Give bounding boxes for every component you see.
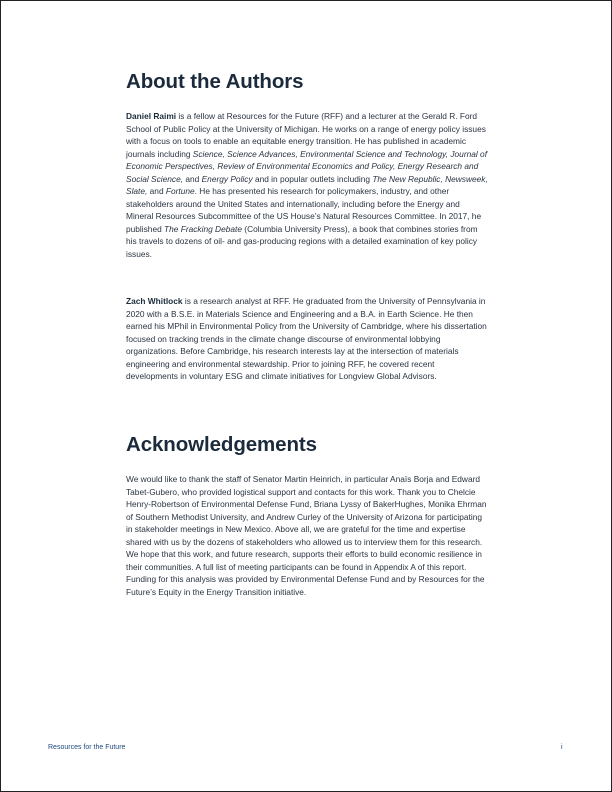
raimi-energy-policy: Energy Policy <box>201 173 253 184</box>
raimi-outlets: The New Republic, Newsweek, Slate, <box>126 173 488 197</box>
raimi-name: Daniel Raimi <box>126 111 177 121</box>
footer-page-number: i <box>561 744 563 751</box>
raimi-book-title: The Fracking Debate <box>164 223 242 234</box>
acknowledgements-heading-block <box>126 433 488 457</box>
raimi-text-2: and <box>183 173 202 184</box>
whitlock-bio-paragraph <box>126 295 488 383</box>
acknowledgements-paragraph: We would like to thank the staff of Senator Martin Heinrich, in particular Anaïs Borja and Edward Tabet-Gubero, who provided logistical support and contacts for this work. Thank you to Chelcie Henry-Robertson of Environmental Defense Fund, Briana Lyssy of BakerHughes, Monika Ehrman of Southern Methodist University, and Andrew Curley of the University of Arizona for participating in stakeholder meetings in New Mexico. Above all, we are grateful for the time and expertise shared with us by the dozens of stakeholders who allowed us to interview them for this research. We hope that this work, and future research, supports their efforts to build economic resilience in their communities. A full list of meeting participants can be found in Appendix A of this report. Funding for this analysis was provided by Environmental Defense Fund and by Resources for the Future’s Equity in the Energy Transition initiative. <box>126 474 487 597</box>
whitlock-bio <box>126 295 488 383</box>
whitlock-text: is a research analyst at RFF. He graduated from the University of Pennsylvania in 2020 with a B.S.E. in Materials Science and Engineering and a B.A. in Earth Science. He then earned his MPhil in Environmental Policy from the University of Cambridge, where his dissertation focused on tracking trends in the climate change discourse of environmental lobbying organizations. Before Cambridge, his research interests lay at the intersection of materials engineering and environmental stewardship. Prior to joining RFF, he covered recent developments in voluntary ESG and climate initiatives for Longview Global Advisors. <box>126 296 487 382</box>
raimi-text-6: (Columbia University Press), a book that combines stories from his travels to dozens of oil- and gas-producing regions with a detailed examination of key policy issues. <box>126 223 478 260</box>
authors-heading: About the Authors <box>126 70 304 93</box>
page-border-top <box>0 0 612 1</box>
page-border-left <box>0 0 1 792</box>
footer-org-name: Resources for the Future <box>48 744 126 751</box>
raimi-journals: Science, Science Advances, Environmental Science and Technology, Journal of Economic Perspectives, Review of Environmental Economics and Policy, Energy Research and Social Science, <box>126 148 488 184</box>
raimi-text-1: is a fellow at Resources for the Future (RFF) and a lecturer at the Gerald R. Ford School of Public Policy at the University of Michigan. He works on a range of energy policy issues with a focus on tools to enable an equitable energy transition. He has published in academic journals including <box>126 111 486 159</box>
raimi-text-3: and in popular outlets including <box>252 173 373 184</box>
raimi-fortune: Fortune <box>165 186 195 197</box>
acknowledgements-heading: Acknowledgements <box>126 433 317 456</box>
raimi-bio <box>126 110 488 261</box>
whitlock-name: Zach Whitlock <box>126 296 183 306</box>
authors-heading-block <box>126 70 488 94</box>
raimi-text-5: . He has presented his research for policymakers, industry, and other stakeholders around the United States and internationally, including before the Energy and Mineral Resources Subcommittee of the US House’s Natural Resources Committee. In 2017, he published <box>126 186 482 234</box>
raimi-text-4: and <box>147 186 166 197</box>
acknowledgements-body <box>126 473 488 598</box>
raimi-bio-paragraph <box>126 110 488 261</box>
